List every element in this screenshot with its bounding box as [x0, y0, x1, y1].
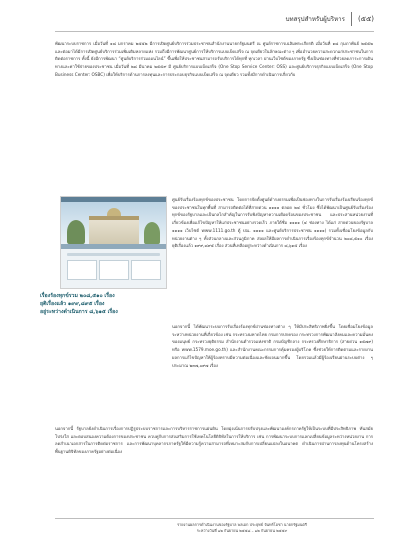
highlight-caption	[40, 292, 130, 316]
page-number: (๕๕)	[357, 14, 374, 23]
header-divider	[351, 12, 352, 26]
footer-line-2: ระหว่างวันที่ ๑๒ กันยายน ๒๕๕๘ – ๑๒ กันยายน ๒๕๕๙	[196, 528, 288, 533]
section-title: บทสรุปสำหรับผู้บริหาร	[285, 16, 345, 23]
screenshot-content-box	[99, 260, 129, 280]
tree-shape	[67, 220, 85, 244]
body-paragraph-top	[55, 40, 373, 79]
page-footer	[110, 522, 374, 534]
body-text-top: พัฒนาระบบราชการ เมื่อวันที่ ๑๘ มกราคม ๒๕๕๒ มีการเปิดศูนย์บริการร่วมประชาชนสำนักงานนายกรัฐมนตรี ณ ศูนย์ราชการเฉลิมพระเกียรติ เมื่อวันที่ ๑๘ กุมภาพันธ์ ๒๕๕๒ และต่อมาได้มีการเปิดศูนย์บริการร่วมเพิ่มเติมหลายแห่ง รวมถึงมีการพัฒนาศูนย์การให้บริการแบบเบ็ดเสร็จ ณ จุดเดียวในลักษณะต่าง ๆ เพื่ออำนวยความสะดวกแก่ประชาชนในการติดต่อราชการ ทั้งนี้ ยังมีการพัฒนา “ศูนย์บริการร่วมออนไลน์” ขึ้นเพื่อให้ประชาชนสามารถรับบริการได้ทุกที่ ทุกเวลา ผ่านเว็บไซต์ของภาครัฐ ซึ่งเป็นช่องทางที่ช่วยลดภาระการเดินทางและค่าใช้จ่ายของประชาชน เมื่อวันที่ ๒๘ มีนาคม ๒๕๕๙ มี ศูนย์บริการแบบเบ็ดเสร็จ (One Stop Service Center: OSS) และศูนย์บริการธุรกิจแบบเบ็ดเสร็จ (One Stop Business Center: OSBC) เพื่อให้บริการด้านการลงทุนและการประกอบธุรกิจแบบเบ็ดเสร็จ ณ จุดเดียว รวมทั้งมีการดำเนินการเกี่ยวกับ	[55, 41, 373, 77]
website-screenshot-image	[60, 196, 167, 289]
body-text-bottom: นอกจากนี้ รัฐบาลยังดำเนินการเรื่องการปฏิรูประบบราชการและการบริหารราชการแผ่นดิน โดยมุ่งเน้นการปรับปรุงและพัฒนาองค์กรภาครัฐให้เป็นระบบที่มีประสิทธิภาพ ทันสมัย โปร่งใส และตอบสนองความต้องการของประชาชน ควบคู่กับการส่งเสริมการใช้เทคโนโลยีดิจิทัลในการให้บริการ เช่น การพัฒนาระบบการแลกเปลี่ยนข้อมูลระหว่างหน่วยงาน การลดสำเนาเอกสารในการติดต่อราชการ และการพัฒนาบุคลากรภาครัฐให้มีความรู้ความสามารถที่เหมาะสมกับการเปลี่ยนแปลงในอนาคต ดำเนินการผ่านการลงทุนด้านโครงสร้างพื้นฐานดิจิทัลของภาครัฐอย่างต่อเนื่อง	[55, 426, 373, 455]
body-text-right-1: ศูนย์รับเรื่องร้องทุกข์ของประชาชน โดยการจัดตั้งศูนย์ดำรงธรรมเพื่อเป็นช่องทางในการรับเรื่องร้องเรียนร้องทุกข์ของประชาชนในทุกพื้นที่ สามารถติดต่อได้ที่สายด่วน ๑๑๑๑ ตลอด ๒๔ ชั่วโมง ซึ่งได้พัฒนาเป็นศูนย์รับเรื่องร้องทุกข์ของรัฐบาลและเป็นกลไกสำคัญในการรับฟังปัญหาความเดือดร้อนของประชาชน และประสานหน่วยงานที่เกี่ยวข้องเพื่อแก้ไขปัญหาให้แก่ประชาชนอย่างรวดเร็ว ภายใต้ชื่อ ๑๑๑๑ (๔ ช่องทาง ได้แก่ สายด่วนของรัฐบาล ๑๑๑๑ เว็บไซต์ www.1111.go.th ตู้ ปณ. ๑๑๑๑ และศูนย์บริการประชาชน ๑๑๑๑) รวมทั้งเชื่อมโยงข้อมูลกับหน่วยงานต่าง ๆ ทั้งส่วนกลางและส่วนภูมิภาค ส่งผลให้มีผลการดำเนินการเรื่องร้องทุกข์จำนวน ๒๐๘,๕๑๐ เรื่อง ยุติเรื่องแล้ว ๑๙๙,๘๙๕ เรื่อง ส่วนที่เหลืออยู่ระหว่างดำเนินการ ๘,๖๑๕ เรื่อง	[172, 197, 373, 249]
body-paragraph-right-2	[172, 323, 373, 369]
footer-rule	[55, 518, 374, 519]
screenshot-content-row	[67, 253, 160, 256]
footer-line-1: รายงานผลการดำเนินงานของรัฐบาล พลเอก ประยุทธ์ จันทร์โอชา นายกรัฐมนตรี	[177, 522, 307, 527]
body-paragraph-right-1	[172, 196, 373, 250]
screenshot-content-box	[67, 260, 97, 280]
header-rule	[55, 31, 374, 32]
body-paragraph-bottom	[55, 425, 373, 456]
government-building-shape	[89, 216, 139, 246]
caption-line-2: ยุติเรื่องแล้ว ๑๙๙,๘๙๕ เรื่อง	[40, 301, 105, 307]
page-header	[286, 12, 374, 26]
caption-line-3: อยู่ระหว่างดำเนินการ ๘,๖๑๕ เรื่อง	[40, 309, 118, 315]
tree-shape	[144, 222, 160, 244]
caption-line-1: เรื่องร้องทุกข์รวม ๒๐๘,๕๑๐ เรื่อง	[40, 293, 115, 299]
screenshot-nav-bar	[61, 244, 166, 249]
screenshot-banner	[61, 202, 166, 244]
body-text-right-2: นอกจากนี้ ได้พัฒนาระบบการรับเรื่องร้องทุกข์ผ่านช่องทางต่าง ๆ ให้มีประสิทธิภาพยิ่งขึ้น โดยเชื่อมโยงข้อมูลระหว่างหน่วยงานที่เกี่ยวข้อง เช่น กระทรวงมหาดไทย กรมการปกครอง กระทรวงการพัฒนาสังคมและความมั่นคงของมนุษย์ กระทรวงยุติธรรม สำนักงานตำรวจแห่งชาติ กรมบัญชีกลาง กระทรวงศึกษาธิการ (สายด่วน ๑๕๗๙) หรือ www.1579.moe.go.th) และสำนักงานคณะกรรมการคุ้มครองผู้บริโภค ซึ่งช่วยให้การติดตามและรายงานผลการแก้ไขปัญหาให้ผู้ร้องทราบมีความต่อเนื่องและชัดเจนมากขึ้น โดยรวมแล้วมีผู้ร้องเรียนผ่านระบบต่าง ๆ ประมาณ ๒๓๗,๐๙๗ เรื่อง	[172, 324, 373, 368]
screenshot-content-box	[131, 260, 161, 280]
